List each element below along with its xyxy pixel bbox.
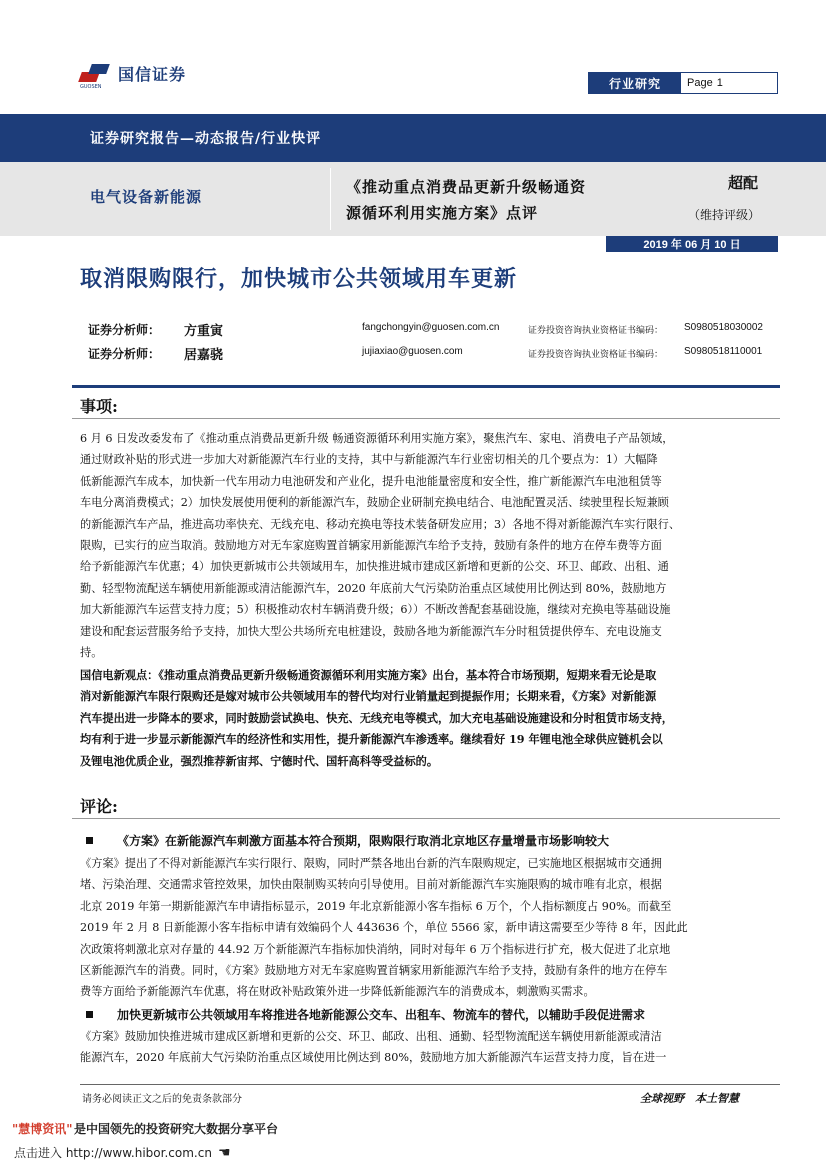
page-number: 1 [716,77,723,89]
section-title-comments: 评论: [80,797,118,816]
page-indicator [681,73,777,93]
disclaimer: 请务必阅读正文之后的免责条款部分 [82,1094,242,1105]
slogan: 全球视野 本土智慧 [640,1092,739,1105]
pointing-hand-icon: ☚ [217,1144,231,1161]
events-paragraph [80,428,780,663]
headline: 取消限购限行，加快城市公共领域用车更新 [80,266,518,292]
license-number: S0980518110001 [684,346,763,357]
watermark-description: 是中国领先的投资研究大数据分享平台 [74,1122,279,1136]
sector-name: 电气设备新能源 [90,188,203,206]
text-line: 北京 2019 年第一期新能源汽车申请指标显示，2019 年北京新能源小客车指标 6 万个，个人指标额度占 90%。而截至 [80,899,672,913]
logo-sub-text: GUOSEN [80,84,102,90]
text-line: 费等方面给予新能源汽车优惠，将在财政补贴政策外进一步降低新能源汽车的消费成本，刺激购买需求。 [80,985,595,999]
footer-divider [80,1084,780,1085]
text-line: 《方案》鼓励加快推进城市建成区新增和更新的公交、环卫、邮政、出租、通勤、轻型物流配送车辆使用新能源或清洁 [80,1030,662,1043]
text-line: 勤、轻型物流配送车辆使用新能源或清洁能源汽车，2020 年底前大气污染防治重点区域使用比例达到 80%，鼓励地方 [80,581,667,595]
text-line: 建设和配套运营服务给予支持，加快大型公共场所充电桩建设，鼓励各地为新能源汽车分时租赁提供停车、充电设施支 [80,624,662,638]
analyst-name: 方重寅 [184,324,224,339]
watermark-link[interactable]: 点击进入 http://www.hibor.com.cn [14,1146,212,1160]
analyst-email[interactable]: jujiaxiao@guosen.com [362,346,463,357]
text-line: 通过财政补贴的形式进一步加大对新能源汽车行业的支持，其中与新能源汽车行业密切相关的几个要点为：1）大幅降 [80,453,658,467]
rating-note: （维持评级） [688,208,761,222]
text-line: 《方案》提出了不得对新能源汽车实行限行、限购，同时严禁各地出台新的汽车限购规定，已实施地区根据城市交通拥 [80,857,662,870]
report-date: 2019 年 06 月 10 日 [606,236,778,252]
text-line: 给予新能源汽车优惠；4）加快更新城市公共领域用车，加快推进城市建成区新增和更新的公交、环卫、邮政、出租、通 [80,560,669,574]
analyst-label: 证券分析师： [88,347,161,361]
comments-paragraph [80,1026,780,1069]
report-info-band [0,162,826,236]
analyst-email[interactable]: fangchongyin@guosen.com.cn [362,322,500,333]
license-number: S0980518030002 [684,322,763,333]
text-line: 国信电新观点：《推动重点消费品更新升级畅通资源循环利用实施方案》出台，基本符合市场预期，短期来看无论是取 [80,668,657,682]
bullet-heading [86,832,609,849]
text-line: 区新能源汽车的消费。同时，《方案》鼓励地方对无车家庭购置首辆家用新能源汽车给予支持，鼓励有条件的地方在停车 [80,964,668,978]
band-divider [330,168,331,230]
guosen-view-paragraph [80,665,780,772]
report-title-line2: 源循环利用实施方案》点评 [346,204,539,222]
license-label: 证券投资咨询执业资格证书编码： [528,326,664,336]
text-line: 汽车提出进一步降本的要求，同时鼓励尝试换电、快充、无线充电等模式，加大充电基础设施建设和分时租赁市场支持， [80,710,673,725]
analyst-label: 证券分析师： [88,323,161,337]
logo-text: 国信证券 [118,64,187,84]
bullet-heading [86,1006,645,1023]
text-line: 的新能源汽车产品，推进高功率快充、无线充电、移动充换电等技术装备研发应用；3）各地不得对新能源汽车实行限行、 [80,517,681,531]
text-line: 6 月 6 日发改委发布了《推动重点消费品更新升级 畅通资源循环利用实施方案》，聚焦汽车、家电、消费电子产品领域， [80,432,674,445]
text-line: 次政策将刺激北京对存量的 44.92 万个新能源汽车指标加快消纳，同时对每年 6 万个指标进行扩充，极大促进了北京地 [80,942,671,956]
report-title-line1: 《推动重点消费品更新升级畅通资 [346,178,587,196]
report-type-band [0,114,826,162]
bullet-text: 加快更新城市公共领域用车将推进各地新能源公交车、出租车、物流车的替代，以辅助手段促进需求 [117,1008,646,1022]
text-line: 消对新能源汽车限行限购还是嫁对城市公共领域用车的替代均对行业销量起到提振作用；长期来看，《方案》对新能源 [80,689,657,704]
text-line: 持。 [80,646,103,660]
text-line: 低新能源汽车成本，加快新一代车用动力电池研发和产业化，提升电池能量密度和安全性，推广新能源汽车电池租赁等 [80,474,662,488]
report-category-tag: 行业研究 [589,73,681,93]
section-title-events: 事项: [80,397,118,416]
comments-paragraph [80,853,780,1003]
report-type: 证券研究报告—动态报告/行业快评 [90,131,322,147]
page-label: Page [687,77,713,89]
square-bullet-icon [86,1011,93,1018]
text-line: 加大新能源汽车运营支持力度；5）积极推动农村车辆消费升级；6））不断改善配套基础设施，继续对充换电等基础设施 [80,603,671,617]
text-line: 车电分离消费模式；2）加快发展使用便利的新能源汽车，鼓励企业研制充换电结合、电池配置灵活、续驶里程长短兼顾 [80,496,669,510]
section-divider [72,385,780,388]
text-line: 堵、污染治理、交通需求管控效果，加快由限制购买转向引导使用。目前对新能源汽车实施限购的城市唯有北京，根据 [80,878,662,892]
report-tag-box [588,72,778,94]
square-bullet-icon [86,837,93,844]
report-title [346,174,666,226]
analyst-name: 居嘉骁 [184,348,224,363]
section-underline [72,418,780,419]
watermark-link-row[interactable] [14,1144,231,1161]
text-line: 能源汽车，2020 年底前大气污染防治重点区域使用比例达到 80%，鼓励地方加大新能源汽车运营支持力度，旨在进一 [80,1051,667,1065]
company-logo [80,60,187,90]
bullet-text: 《方案》在新能源汽车刺激方面基本符合预期，限购限行取消北京地区存量增量市场影响较大 [117,834,610,848]
text-line: 限购，已实行的应当取消。鼓励地方对无车家庭购置首辆家用新能源汽车给予支持，鼓励有条件的地方在停车费等方面 [80,539,662,553]
watermark-banner [0,1118,826,1140]
section-underline [72,818,780,819]
text-line: 2019 年 2 月 8 日新能源小客车指标申请有效编码个人 443636 个，单位 5566 家，新申请这需要至少等待 8 年，因此此 [80,921,688,935]
logo-mark-icon [80,62,112,90]
watermark-brand: "慧博资讯" [12,1122,73,1136]
text-line: 均有利于进一步显示新能源汽车的经济性和实用性，提升新能源汽车渗透率。继续看好 19 年锂电池全球供应链机会以 [80,732,663,747]
rating: 超配 [728,174,759,192]
license-label: 证券投资咨询执业资格证书编码： [528,350,664,360]
text-line: 及锂电池优质企业，强烈推荐新宙邦、宁德时代、国轩高科等受益标的。 [80,753,439,768]
